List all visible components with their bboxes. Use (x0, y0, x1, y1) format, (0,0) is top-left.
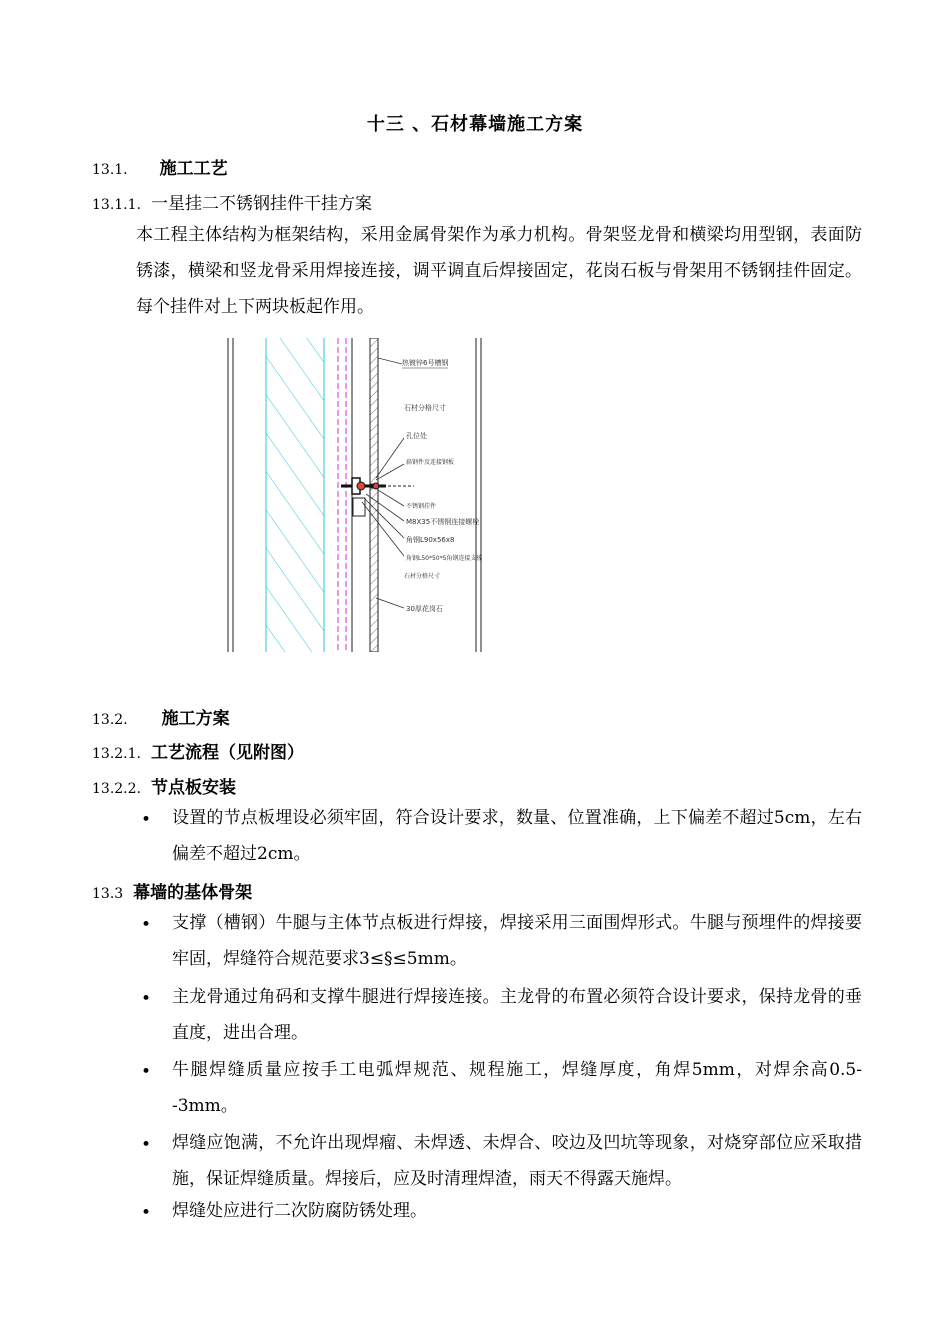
bullet-icon: • (140, 1203, 152, 1223)
section-heading: 施工方案 (161, 709, 230, 729)
section-number: 13.1.1. (92, 197, 141, 213)
figure-label: 热镀锌6号槽钢 (402, 359, 449, 367)
bullet-icon: • (140, 989, 152, 1009)
section-heading: 施工工艺 (159, 159, 228, 179)
section-13-1-1 (92, 189, 372, 214)
bullet-text: 牛腿焊缝质量应按手工电弧焊规范、规程施工，焊缝厚度，角焊5mm，对焊余高0.5--3mm。 (172, 1060, 862, 1116)
bullet-icon: • (140, 810, 152, 830)
figure-label: 石材分格尺寸 (404, 573, 441, 580)
section-13-2 (92, 704, 230, 729)
section-paragraph: 本工程主体结构为框架结构，采用金属骨架作为承力机构。骨架竖龙骨和横梁均用型钢，表面防锈漆，横梁和竖龙骨采用焊接连接，调平调直后焊接固定，花岗石板与骨架用不锈钢挂件固定。每个挂件对上下两块板起作用。 (136, 225, 862, 317)
node-detail-figure (226, 338, 486, 652)
section-number: 13.2.2. (92, 781, 141, 797)
figure-label: 30厚花岗石 (406, 605, 443, 613)
bullet-icon: • (140, 1135, 152, 1155)
bullet-text: 焊缝处应进行二次防腐防锈处理。 (172, 1201, 427, 1221)
bullet-text: 主龙骨通过角码和支撑牛腿进行焊接连接。主龙骨的布置必须符合设计要求，保持龙骨的垂直度，进出合理。 (172, 987, 862, 1043)
section-heading: 幕墙的基体骨架 (133, 883, 253, 903)
bullet-text: 支撑（槽钢）牛腿与主体节点板进行焊接，焊接采用三面围焊形式。牛腿与预埋件的焊接要牢固，焊缝符合规范要求3≤§≤5mm。 (172, 913, 862, 969)
section-13-2-1 (92, 738, 304, 763)
figure-label: 扁钢件及连接钢板 (406, 459, 455, 466)
bullet-item (136, 905, 862, 977)
bullet-item (136, 800, 862, 872)
section-number: 13.2. (92, 712, 128, 728)
section-heading: 节点板安装 (150, 778, 236, 798)
bullet-item (136, 979, 862, 1051)
section-heading: 工艺流程（见附图） (150, 743, 304, 763)
figure-label: 角钢L50*50*5角钢连接支撑 (406, 555, 483, 562)
section-13-3 (92, 878, 252, 903)
bullet-item (136, 1052, 862, 1124)
section-13-2-2 (92, 773, 236, 798)
page-title: 十三 、石材幕墙施工方案 (366, 114, 584, 135)
bullet-icon: • (140, 915, 152, 935)
figure-label: 孔位处 (406, 432, 427, 440)
section-number: 13.2.1. (92, 746, 141, 762)
section-13-1 (92, 154, 228, 179)
section-number: 13.1. (92, 162, 128, 178)
figure-label: M8X35不锈钢连接螺栓 (406, 518, 480, 526)
section-heading: 一星挂二不锈钢挂件干挂方案 (150, 194, 372, 214)
bullet-icon: • (140, 1062, 152, 1082)
bullet-item (136, 1125, 862, 1197)
bullet-text: 设置的节点板埋设必须牢固，符合设计要求，数量、位置准确，上下偏差不超过5cm，左右偏差不超过2cm。 (172, 808, 862, 864)
figure-label: 不锈钢挂件 (406, 503, 437, 510)
section-number: 13.3 (92, 886, 124, 902)
figure-label: 角钢L90x56x8 (406, 536, 455, 544)
bullet-text: 焊缝应饱满，不允许出现焊瘤、未焊透、未焊合、咬边及凹坑等现象，对烧穿部位应采取措施，保证焊缝质量。焊接后，应及时清理焊渣，雨天不得露天施焊。 (172, 1133, 862, 1189)
figure-label: 石材分格尺寸 (404, 404, 446, 412)
bullet-item (136, 1193, 862, 1229)
